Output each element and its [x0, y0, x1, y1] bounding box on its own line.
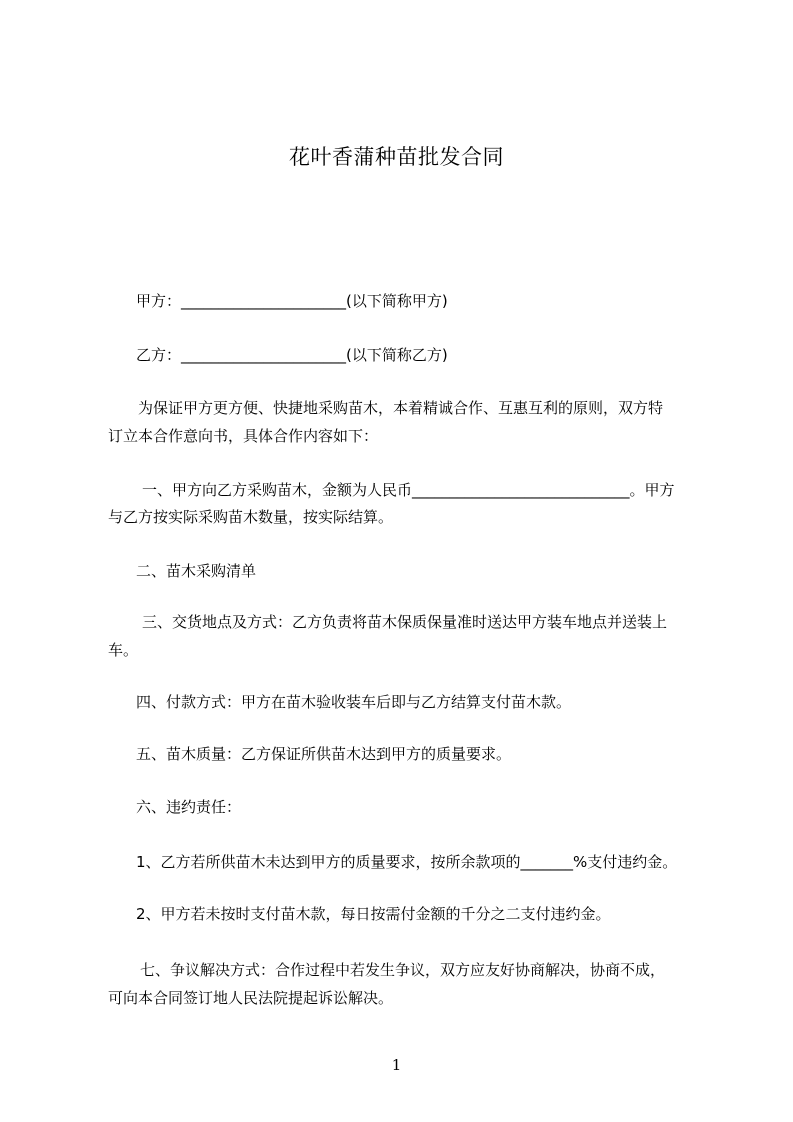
intro-line-1: 为保证甲方更方便、快捷地采购苗木，本着精诚合作、互惠互利的原则，双方特: [138, 399, 664, 417]
clause-7-line-1: 七、争议解决方式：合作过程中若发生争议，双方应友好协商解决，协商不成，: [140, 961, 666, 979]
intro-line-2: 订立本合作意向书，具体合作内容如下：: [108, 427, 379, 445]
clause-3-line-1: 三、交货地点及方式：乙方负责将苗木保质保量准时送达甲方装车地点并送装上: [142, 613, 668, 631]
page-number: 1: [391, 1056, 402, 1074]
clause-1-line-2: 与乙方按实际采购苗木数量，按实际结算。: [108, 508, 394, 526]
clause-6-1-line: 1、乙方若所供苗木未达到甲方的质量要求，按所余款项的_______%支付违约金。: [136, 853, 678, 871]
clause-3-line-2: 车。: [108, 641, 139, 659]
clause-2-line: 二、苗木采购清单: [136, 562, 257, 580]
clause-5-line: 五、苗木质量：乙方保证所供苗木达到甲方的质量要求。: [136, 745, 512, 763]
clause-7-line-2: 可向本合同签订地人民法院提起诉讼解决。: [108, 989, 394, 1007]
clause-1-line-1: 一、甲方向乙方采购苗木，金额为人民币_____________________________。甲方: [142, 481, 675, 499]
clause-6-line: 六、违约责任：: [136, 798, 242, 816]
party-a-line: 甲方：______________________(以下简称甲方): [136, 292, 448, 310]
party-b-line: 乙方：______________________(以下简称乙方): [136, 346, 448, 364]
clause-6-2-line: 2、甲方若未按时支付苗木款，每日按需付金额的千分之二支付违约金。: [136, 905, 611, 923]
document-title: 花叶香蒲种苗批发合同: [289, 145, 504, 169]
clause-4-line: 四、付款方式：甲方在苗木验收装车后即与乙方结算支付苗木款。: [136, 693, 572, 711]
